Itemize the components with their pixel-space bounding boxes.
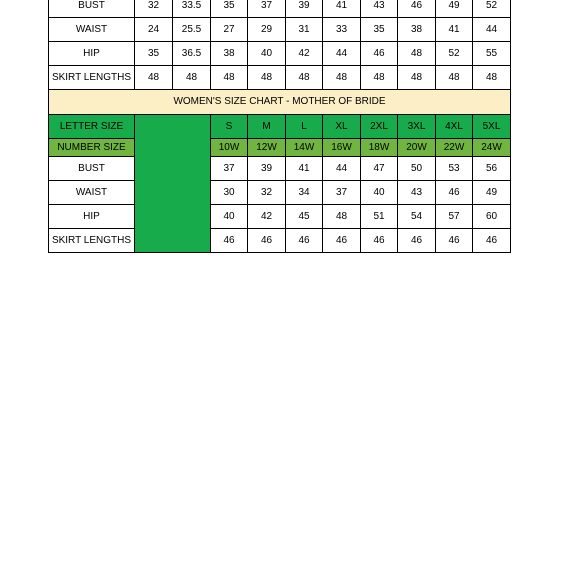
measurement-cell: 39 (248, 157, 286, 181)
measurement-cell: 51 (361, 205, 398, 229)
measurement-cell: 57 (436, 205, 473, 229)
number-size-cell: 10W (211, 139, 248, 157)
number-size-row (49, 139, 511, 157)
measurement-cell: 44 (473, 18, 511, 42)
measurement-cell: 39 (286, 0, 323, 18)
measurement-cell: 32 (135, 0, 173, 18)
measurement-cell: 40 (248, 42, 286, 66)
measurement-cell: 24 (135, 18, 173, 42)
measurement-cell: 25.5 (173, 18, 211, 42)
number-size-cell: 20W (398, 139, 436, 157)
table-row (49, 229, 511, 253)
measurement-cell: 50 (398, 157, 436, 181)
measurement-cell: 48 (323, 205, 361, 229)
measurement-cell: 33.5 (173, 0, 211, 18)
measurement-cell: 48 (173, 66, 211, 90)
table-row (49, 0, 511, 18)
measurement-cell: 35 (211, 0, 248, 18)
letter-size-cell: L (286, 115, 323, 139)
chart-title-row (49, 90, 511, 115)
number-size-cell: 14W (286, 139, 323, 157)
number-size-cell: 24W (473, 139, 511, 157)
letter-size-label: LETTER SIZE (49, 115, 135, 139)
measurement-cell: 48 (211, 66, 248, 90)
row-label: WAIST (49, 18, 135, 42)
measurement-cell: 41 (286, 157, 323, 181)
number-size-cell: 12W (248, 139, 286, 157)
table-row (49, 157, 511, 181)
measurement-cell: 54 (398, 205, 436, 229)
measurement-cell: 48 (361, 66, 398, 90)
measurement-cell: 48 (398, 42, 436, 66)
row-label: BUST (49, 0, 135, 18)
measurement-cell: 44 (323, 42, 361, 66)
measurement-cell: 48 (398, 66, 436, 90)
measurement-cell: 46 (436, 181, 473, 205)
measurement-cell: 34 (286, 181, 323, 205)
measurement-cell: 37 (211, 157, 248, 181)
measurement-cell: 55 (473, 42, 511, 66)
measurement-cell: 48 (248, 66, 286, 90)
letter-size-cell: 4XL (436, 115, 473, 139)
measurement-cell: 43 (398, 181, 436, 205)
row-label: WAIST (49, 181, 135, 205)
row-label: SKIRT LENGTHS (49, 229, 135, 253)
measurement-cell: 46 (436, 229, 473, 253)
row-label: HIP (49, 42, 135, 66)
letter-size-cell: 5XL (473, 115, 511, 139)
table-row (49, 18, 511, 42)
measurement-cell: 48 (286, 66, 323, 90)
measurement-cell: 42 (286, 42, 323, 66)
measurement-cell: 41 (323, 0, 361, 18)
measurement-cell: 49 (473, 181, 511, 205)
chart-title: WOMEN'S SIZE CHART - MOTHER OF BRIDE (49, 90, 511, 115)
measurement-cell: 48 (436, 66, 473, 90)
row-label: BUST (49, 157, 135, 181)
measurement-cell: 46 (286, 229, 323, 253)
measurement-cell: 48 (473, 66, 511, 90)
table-row (49, 66, 511, 90)
measurement-cell: 38 (398, 18, 436, 42)
row-label: SKIRT LENGTHS (49, 66, 135, 90)
measurement-cell: 47 (361, 157, 398, 181)
measurement-cell: 45 (286, 205, 323, 229)
measurement-cell: 35 (361, 18, 398, 42)
number-size-label: NUMBER SIZE (49, 139, 135, 157)
letter-size-cell: XL (323, 115, 361, 139)
measurement-cell: 37 (248, 0, 286, 18)
letter-size-cell: S (211, 115, 248, 139)
measurement-cell: 46 (473, 229, 511, 253)
measurement-cell: 27 (211, 18, 248, 42)
measurement-cell: 46 (323, 229, 361, 253)
number-size-cell: 16W (323, 139, 361, 157)
measurement-cell: 46 (248, 229, 286, 253)
measurement-cell: 46 (398, 0, 436, 18)
measurement-cell: 49 (436, 0, 473, 18)
letter-size-row (49, 115, 511, 139)
measurement-cell: 43 (361, 0, 398, 18)
size-chart-table (48, 0, 511, 253)
number-size-cell: 22W (436, 139, 473, 157)
row-label: HIP (49, 205, 135, 229)
measurement-cell: 44 (323, 157, 361, 181)
measurement-cell: 53 (436, 157, 473, 181)
table-row (49, 181, 511, 205)
measurement-cell: 32 (248, 181, 286, 205)
measurement-cell: 56 (473, 157, 511, 181)
measurement-cell: 48 (135, 66, 173, 90)
table-row (49, 42, 511, 66)
measurement-cell: 36.5 (173, 42, 211, 66)
measurement-cell: 41 (436, 18, 473, 42)
measurement-cell: 33 (323, 18, 361, 42)
measurement-cell: 46 (361, 42, 398, 66)
green-block (135, 115, 211, 253)
measurement-cell: 48 (323, 66, 361, 90)
measurement-cell: 40 (211, 205, 248, 229)
measurement-cell: 37 (323, 181, 361, 205)
measurement-cell: 46 (398, 229, 436, 253)
measurement-cell: 35 (135, 42, 173, 66)
measurement-cell: 46 (211, 229, 248, 253)
letter-size-cell: 3XL (398, 115, 436, 139)
measurement-cell: 30 (211, 181, 248, 205)
measurement-cell: 38 (211, 42, 248, 66)
letter-size-cell: 2XL (361, 115, 398, 139)
measurement-cell: 29 (248, 18, 286, 42)
measurement-cell: 52 (436, 42, 473, 66)
letter-size-cell: M (248, 115, 286, 139)
measurement-cell: 46 (361, 229, 398, 253)
measurement-cell: 40 (361, 181, 398, 205)
size-chart-body (49, 0, 511, 253)
measurement-cell: 52 (473, 0, 511, 18)
measurement-cell: 42 (248, 205, 286, 229)
measurement-cell: 60 (473, 205, 511, 229)
number-size-cell: 18W (361, 139, 398, 157)
measurement-cell: 31 (286, 18, 323, 42)
table-row (49, 205, 511, 229)
